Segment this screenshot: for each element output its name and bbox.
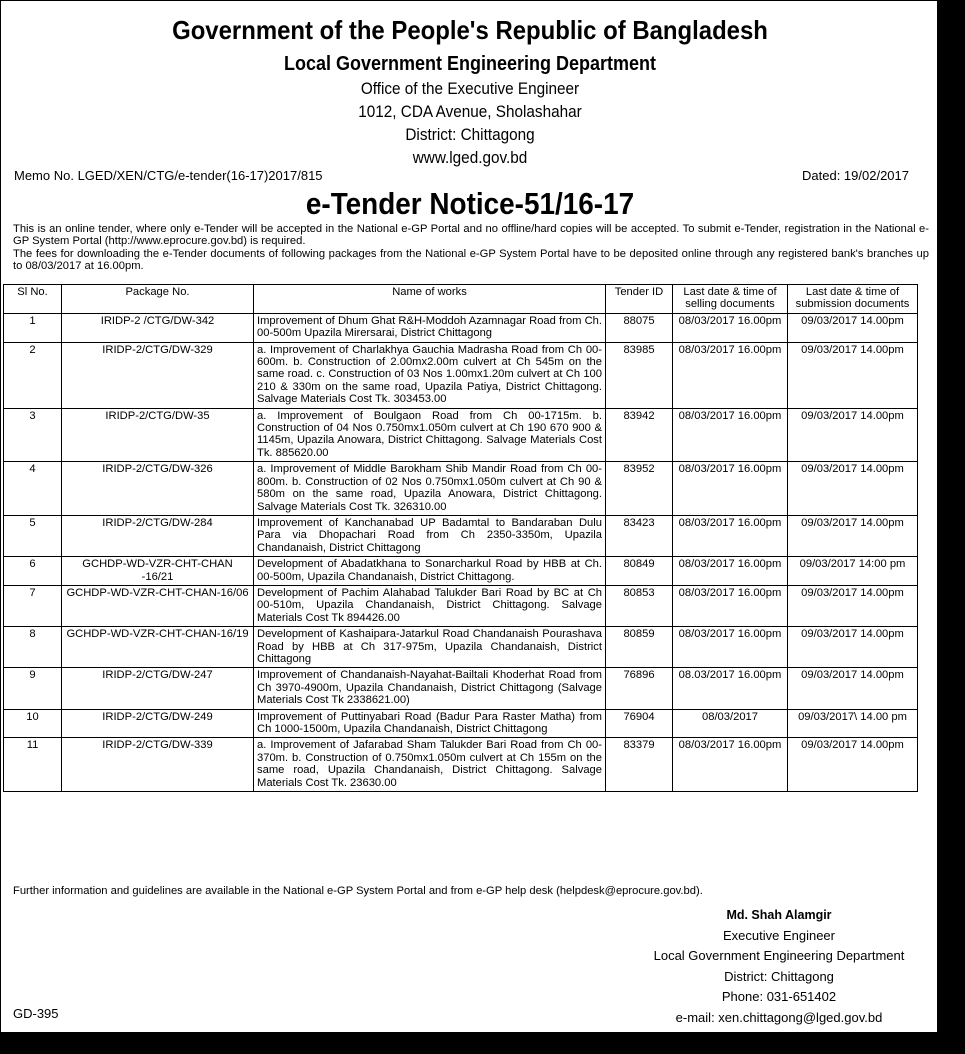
- row-tender-id: 76904: [606, 709, 673, 738]
- row-submission-date: 09/03/2017 14.00pm: [788, 585, 918, 626]
- row-package: GCHDP-WD-VZR-CHT-CHAN -16/21: [62, 557, 254, 586]
- row-works: Improvement of Kanchanabad UP Badamtal to Bandaraban Dulu Para via Dhopachari Road from Ch 2350-3350m, Upazila Chandanaish, District Chittagong: [254, 515, 606, 556]
- row-submission-date: 09/03/2017 14.00pm: [788, 313, 918, 342]
- signature-block: [601, 905, 938, 1028]
- col-header-works: Name of works: [254, 285, 606, 314]
- table-row: [4, 408, 918, 462]
- row-sl: 8: [4, 627, 62, 668]
- row-selling-date: 08/03/2017 16.00pm: [673, 738, 788, 792]
- row-selling-date: 08.03/2017 16.00pm: [673, 668, 788, 709]
- table-row: [4, 313, 918, 342]
- row-submission-date: 09/03/2017 14:00 pm: [788, 557, 918, 586]
- row-package: IRIDP-2/CTG/DW-339: [62, 738, 254, 792]
- row-tender-id: 83952: [606, 462, 673, 516]
- table-row: [4, 462, 918, 516]
- row-works: Development of Pachim Alahabad Talukder Bari Road by BC at Ch 00-510m, Upazila Chandanaish, District Chittagong. Salvage Materials Cost Tk 894426.00: [254, 585, 606, 626]
- row-works: a. Improvement of Boulgaon Road from Ch 00-1715m. b. Construction of 04 Nos 0.750mx1.050m culvert at Ch 190 670 900 & 1145m, Upazila Anowara, District Chittagong. Salvage Materials Cost Tk. 885620.00: [254, 408, 606, 462]
- office-line: Office of the Executive Engineer: [360, 79, 580, 98]
- table-row: [4, 709, 918, 738]
- row-submission-date: 09/03/2017 14.00pm: [788, 408, 918, 462]
- row-tender-id: 83942: [606, 408, 673, 462]
- row-selling-date: 08/03/2017 16.00pm: [673, 585, 788, 626]
- row-package: GCHDP-WD-VZR-CHT-CHAN-16/19: [62, 627, 254, 668]
- website-line: www.lged.gov.bd: [412, 148, 528, 167]
- row-submission-date: 09/03/2017 14.00pm: [788, 738, 918, 792]
- signatory-department: Local Government Engineering Department: [653, 948, 905, 963]
- district-line: District: Chittagong: [405, 125, 535, 144]
- row-tender-id: 83423: [606, 515, 673, 556]
- row-sl: 5: [4, 515, 62, 556]
- row-package: IRIDP-2/CTG/DW-35: [62, 408, 254, 462]
- signatory-phone: Phone: 031-651402: [721, 989, 837, 1004]
- row-works: Development of Kashaipara-Jatarkul Road Chandanaish Pourashava Road by HBB at Ch 317-975m, Upazila Chandanaish, District Chittagong: [254, 627, 606, 668]
- row-selling-date: 08/03/2017: [673, 709, 788, 738]
- row-sl: 2: [4, 342, 62, 408]
- row-package: GCHDP-WD-VZR-CHT-CHAN-16/06: [62, 585, 254, 626]
- col-header-package: Package No.: [62, 285, 254, 314]
- row-package: IRIDP-2/CTG/DW-284: [62, 515, 254, 556]
- government-title: Government of the People's Republic of Bangladesh: [172, 15, 768, 45]
- row-tender-id: 76896: [606, 668, 673, 709]
- page-shadow-bottom: [0, 1033, 965, 1054]
- row-submission-date: 09/03/2017 14.00pm: [788, 462, 918, 516]
- row-selling-date: 08/03/2017 16.00pm: [673, 313, 788, 342]
- row-works: a. Improvement of Charlakhya Gauchia Madrasha Road from Ch 00-600m. b. Construction of 2.00mx2.00m culvert at Ch 545m on the same road. c. Construction of 03 Nos 1.00mx1.20m culvert at Ch 100 210 & 330m on the same road, Upazila Patiya, District Chittagong. Salvage Materials Cost Tk. 303453.00: [254, 342, 606, 408]
- further-info: Further information and guidelines are available in the National e-GP System Portal and from e-GP help desk (helpdesk@eprocure.gov.bd).: [13, 885, 703, 897]
- row-tender-id: 83985: [606, 342, 673, 408]
- table-row: [4, 515, 918, 556]
- row-works: a. Improvement of Jafarabad Sham Talukder Bari Road from Ch 00-370m. b. Construction of 0.750mx1.050m culvert at Ch 155m on the same road, Upazila Chandanaish, District Chittagong. Salvage Materials Cost Tk. 23630.00: [254, 738, 606, 792]
- col-header-sl: Sl No.: [4, 285, 62, 314]
- row-sl: 9: [4, 668, 62, 709]
- table-header-row: [4, 285, 918, 314]
- notice-title: e-Tender Notice-51/16-17: [305, 186, 635, 221]
- intro-text: [13, 223, 929, 273]
- footer-code: GD-395: [13, 1006, 59, 1021]
- table-row: [4, 557, 918, 586]
- row-submission-date: 09/03/2017 14.00pm: [788, 342, 918, 408]
- row-works: Improvement of Puttinyabari Road (Badur Para Raster Matha) from Ch 1000-1500m, Upazila Chandanaish, District Chittagong: [254, 709, 606, 738]
- intro-paragraph-2: The fees for downloading the e-Tender documents of following packages from the National e-GP System Portal have to be deposited online through any registered bank's branches up to 08/03/2017 at 16.00pm.: [13, 247, 929, 273]
- row-selling-date: 08/03/2017 16.00pm: [673, 342, 788, 408]
- row-sl: 3: [4, 408, 62, 462]
- row-works: Development of Abadatkhana to Sonarcharkul Road by HBB at Ch. 00-500m, Upazila Chandanaish, District Chittagong.: [254, 557, 606, 586]
- row-sl: 6: [4, 557, 62, 586]
- col-header-tender-id: Tender ID: [606, 285, 673, 314]
- row-sl: 10: [4, 709, 62, 738]
- table-row: [4, 668, 918, 709]
- row-selling-date: 08/03/2017 16.00pm: [673, 627, 788, 668]
- row-tender-id: 80849: [606, 557, 673, 586]
- row-selling-date: 08/03/2017 16.00pm: [673, 408, 788, 462]
- row-sl: 4: [4, 462, 62, 516]
- row-works: a. Improvement of Middle Barokham Shib Mandir Road from Ch 00-800m. b. Construction of 02 Nos 0.750mx1.050m culvert at Ch 90 & 580m on the same road, Upazila Anowara, District Chittagong. Salvage Materials Cost Tk. 326310.00: [254, 462, 606, 516]
- row-tender-id: 83379: [606, 738, 673, 792]
- row-sl: 11: [4, 738, 62, 792]
- row-submission-date: 09/03/2017 14.00pm: [788, 668, 918, 709]
- row-package: IRIDP-2/CTG/DW-247: [62, 668, 254, 709]
- row-package: IRIDP-2 /CTG/DW-342: [62, 313, 254, 342]
- signatory-designation: Executive Engineer: [722, 927, 835, 943]
- row-sl: 1: [4, 313, 62, 342]
- table-row: [4, 342, 918, 408]
- tender-table: [3, 284, 918, 792]
- signatory-email: e-mail: xen.chittagong@lged.gov.bd: [675, 1009, 883, 1025]
- row-tender-id: 80859: [606, 627, 673, 668]
- table-row: [4, 738, 918, 792]
- col-header-submission: Last date & time of submission documents: [788, 285, 918, 314]
- notice-date: Dated: 19/02/2017: [802, 168, 909, 183]
- address-line: 1012, CDA Avenue, Sholashahar: [358, 102, 582, 121]
- page-shadow-right: [938, 6, 965, 1054]
- row-submission-date: 09/03/2017 14.00pm: [788, 627, 918, 668]
- intro-paragraph-1: This is an online tender, where only e-Tender will be accepted in the National e-GP Portal and no offline/hard copies will be accepted. To submit e-Tender, registration in the National e-GP System Portal (http://www.eprocure.gov.bd) is required.: [13, 223, 929, 248]
- row-selling-date: 08/03/2017 16.00pm: [673, 515, 788, 556]
- row-submission-date: 09/03/2017 14.00pm: [788, 515, 918, 556]
- memo-number: Memo No. LGED/XEN/CTG/e-tender(16-17)2017/815: [14, 168, 323, 183]
- department-title: Local Government Engineering Department: [283, 53, 657, 75]
- row-package: IRIDP-2/CTG/DW-329: [62, 342, 254, 408]
- row-selling-date: 08/03/2017 16.00pm: [673, 462, 788, 516]
- signatory-district: District: Chittagong: [724, 968, 834, 984]
- signatory-name: Md. Shah Alamgir: [726, 908, 832, 922]
- row-works: Improvement of Chandanaish-Nayahat-Bailtali Khoderhat Road from Ch 3970-4900m, Upazila Chandanaish, District Chittagong (Salvage Materials Cost Tk 2338621.00): [254, 668, 606, 709]
- row-tender-id: 88075: [606, 313, 673, 342]
- row-sl: 7: [4, 585, 62, 626]
- row-package: IRIDP-2/CTG/DW-249: [62, 709, 254, 738]
- row-submission-date: 09/03/2017\ 14.00 pm: [788, 709, 918, 738]
- row-selling-date: 08/03/2017 16.00pm: [673, 557, 788, 586]
- row-works: Improvement of Dhum Ghat R&H-Moddoh Azamnagar Road from Ch. 00-500m Upazila Mirersarai, District Chittagong: [254, 313, 606, 342]
- table-row: [4, 585, 918, 626]
- col-header-selling: Last date & time of selling documents: [673, 285, 788, 314]
- row-tender-id: 80853: [606, 585, 673, 626]
- row-package: IRIDP-2/CTG/DW-326: [62, 462, 254, 516]
- table-row: [4, 627, 918, 668]
